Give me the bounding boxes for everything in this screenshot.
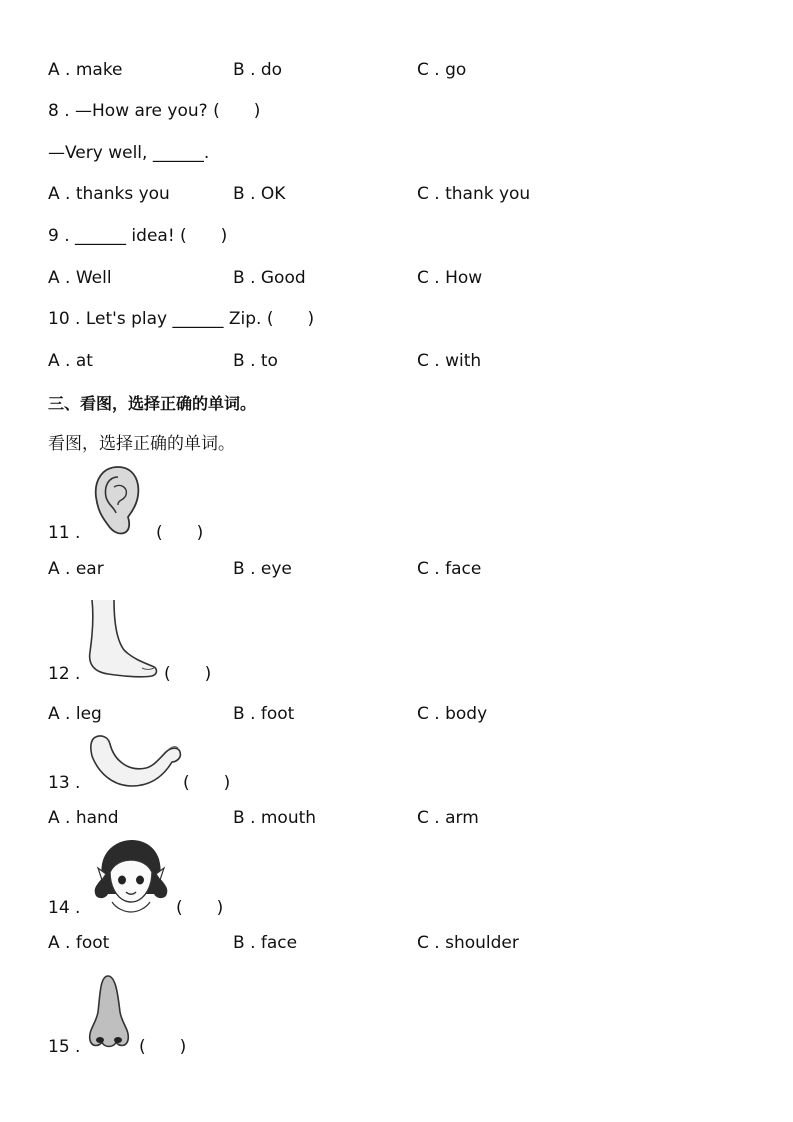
q7-option-a[interactable]: A . make (48, 60, 123, 80)
arm-picture (88, 732, 182, 792)
q11-option-a[interactable]: A . ear (48, 559, 104, 579)
q7-option-b[interactable]: B . do (233, 60, 283, 80)
q8-option-a[interactable]: A . thanks you (48, 184, 170, 204)
q10-option-a[interactable]: A . at (48, 351, 93, 371)
q14-number: 14 . (48, 898, 81, 918)
q13-answer-paren[interactable]: ( ) (183, 773, 231, 793)
q12-number: 12 . (48, 664, 81, 684)
q11-option-b[interactable]: B . eye (233, 559, 292, 579)
q12-answer-paren[interactable]: ( ) (164, 664, 212, 684)
q9-stem: 9 . ______ idea! ( ) (48, 226, 228, 246)
q8-option-b[interactable]: B . OK (233, 184, 286, 204)
q8-stem: 8 . —How are you? ( ) (48, 101, 261, 121)
q11-number: 11 . (48, 523, 81, 543)
q13-option-c[interactable]: C . arm (417, 808, 479, 828)
q14-option-c[interactable]: C . shoulder (417, 933, 519, 953)
section-instruction: 看图，选择正确的单词。 (48, 434, 235, 454)
q9-option-b[interactable]: B . Good (233, 268, 306, 288)
q12-option-b[interactable]: B . foot (233, 704, 295, 724)
q12-option-c[interactable]: C . body (417, 704, 488, 724)
q8-option-c[interactable]: C . thank you (417, 184, 531, 204)
q8-reply: —Very well, ______. (48, 143, 210, 163)
girl-face-picture (90, 838, 172, 914)
q13-option-a[interactable]: A . hand (48, 808, 119, 828)
q9-option-a[interactable]: A . Well (48, 268, 112, 288)
q13-option-b[interactable]: B . mouth (233, 808, 317, 828)
q12-option-a[interactable]: A . leg (48, 704, 102, 724)
nose-picture (86, 972, 134, 1054)
q14-option-b[interactable]: B . face (233, 933, 298, 953)
q9-option-c[interactable]: C . How (417, 268, 483, 288)
q14-answer-paren[interactable]: ( ) (176, 898, 224, 918)
ear-picture (88, 463, 148, 539)
q10-option-b[interactable]: B . to (233, 351, 278, 371)
section-heading: 三、看图，选择正确的单词。 (48, 394, 257, 413)
q10-stem: 10 . Let's play ______ Zip. ( ) (48, 309, 315, 329)
q11-option-c[interactable]: C . face (417, 559, 482, 579)
q15-number: 15 . (48, 1037, 81, 1057)
foot-picture (86, 598, 160, 680)
q7-option-c[interactable]: C . go (417, 60, 467, 80)
q13-number: 13 . (48, 773, 81, 793)
q10-option-c[interactable]: C . with (417, 351, 482, 371)
q11-answer-paren[interactable]: ( ) (156, 523, 204, 543)
q15-answer-paren[interactable]: ( ) (139, 1037, 187, 1057)
q14-option-a[interactable]: A . foot (48, 933, 110, 953)
